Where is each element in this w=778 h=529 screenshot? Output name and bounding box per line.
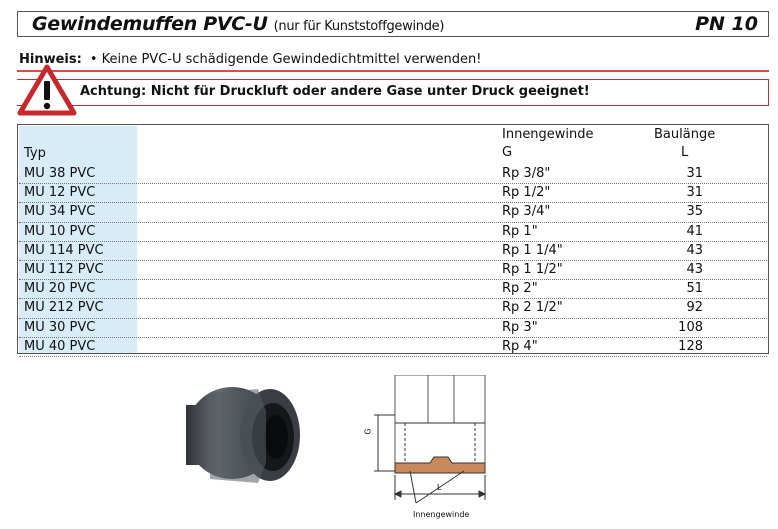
cell-typ: MU 20 PVC [24,281,96,297]
cell-typ: MU 212 PVC [24,300,104,316]
pressure-rating: PN 10 [695,13,758,35]
cell-baulaenge: 128 [678,338,703,354]
cell-typ: MU 38 PVC [24,166,96,181]
cell-typ: MU 12 PVC [24,185,96,201]
cell-baulaenge: 31 [686,166,703,181]
page-subtitle: (nur für Kunststoffgewinde) [273,19,445,34]
cell-typ: MU 40 PVC [24,338,96,354]
cell-baulaenge: 92 [686,300,703,316]
cell-typ: MU 30 PVC [24,319,96,335]
cell-typ: MU 10 PVC [24,223,96,239]
product-table [17,124,769,354]
cell-innengewinde: Rp 1 1/4" [502,242,563,258]
drawing-label-g: G [363,428,373,435]
table-row [19,261,767,280]
table-row [19,319,767,338]
warning-text: Achtung: Nicht für Druckluft oder andere Gase unter Druck geeignet! [80,84,590,99]
notice-label: Hinweis: [19,52,82,67]
table-row [19,338,767,357]
cell-typ: MU 112 PVC [24,262,104,277]
table-row [19,165,767,184]
col-header-typ: Typ [24,146,46,161]
cell-baulaenge: 43 [686,242,703,258]
table-row [19,203,767,222]
table-row [19,299,767,318]
cell-baulaenge: 31 [686,185,703,201]
cell-innengewinde: Rp 1/2" [502,185,551,201]
warning-triangle-icon [17,64,77,116]
cell-innengewinde: Rp 3" [502,319,538,335]
cell-innengewinde: Rp 3/8" [502,166,551,181]
col-header-g: Innengewinde [502,127,594,142]
product-photo [186,387,300,483]
cell-baulaenge: 35 [686,204,703,220]
cell-typ: MU 114 PVC [24,242,104,258]
technical-drawing [374,375,485,503]
col-header-l-symbol: L [681,145,689,160]
product-images [170,375,500,529]
cell-innengewinde: Rp 1" [502,223,538,239]
table-row [19,242,767,261]
cell-innengewinde: Rp 2" [502,281,538,297]
cell-innengewinde: Rp 3/4" [502,204,551,220]
drawing-label-l: L [437,483,442,492]
cell-baulaenge: 108 [678,319,703,335]
notice-divider [17,70,769,72]
cell-innengewinde: Rp 2 1/2" [502,300,563,316]
table-row [19,184,767,203]
drawing-label-innengewinde: Innengewinde [413,510,470,519]
table-row [19,280,767,299]
title-bar [17,11,769,37]
notice-text: • Keine PVC-U schädigende Gewindedichtmittel verwenden! [89,52,482,67]
cell-innengewinde: Rp 1 1/2" [502,262,563,277]
cell-innengewinde: Rp 4" [502,338,538,354]
cell-baulaenge: 51 [686,281,703,297]
notice [19,52,481,67]
col-header-g-symbol: G [502,145,513,160]
cell-baulaenge: 43 [686,262,703,277]
col-header-l: Baulänge [654,127,716,142]
table-row [19,223,767,242]
cell-baulaenge: 41 [686,223,703,239]
product-photo-and-drawing [170,375,500,525]
cell-typ: MU 34 PVC [24,204,96,220]
page-title: Gewindemuffen PVC-U (nur für Kunststoffgewinde) [32,13,445,35]
